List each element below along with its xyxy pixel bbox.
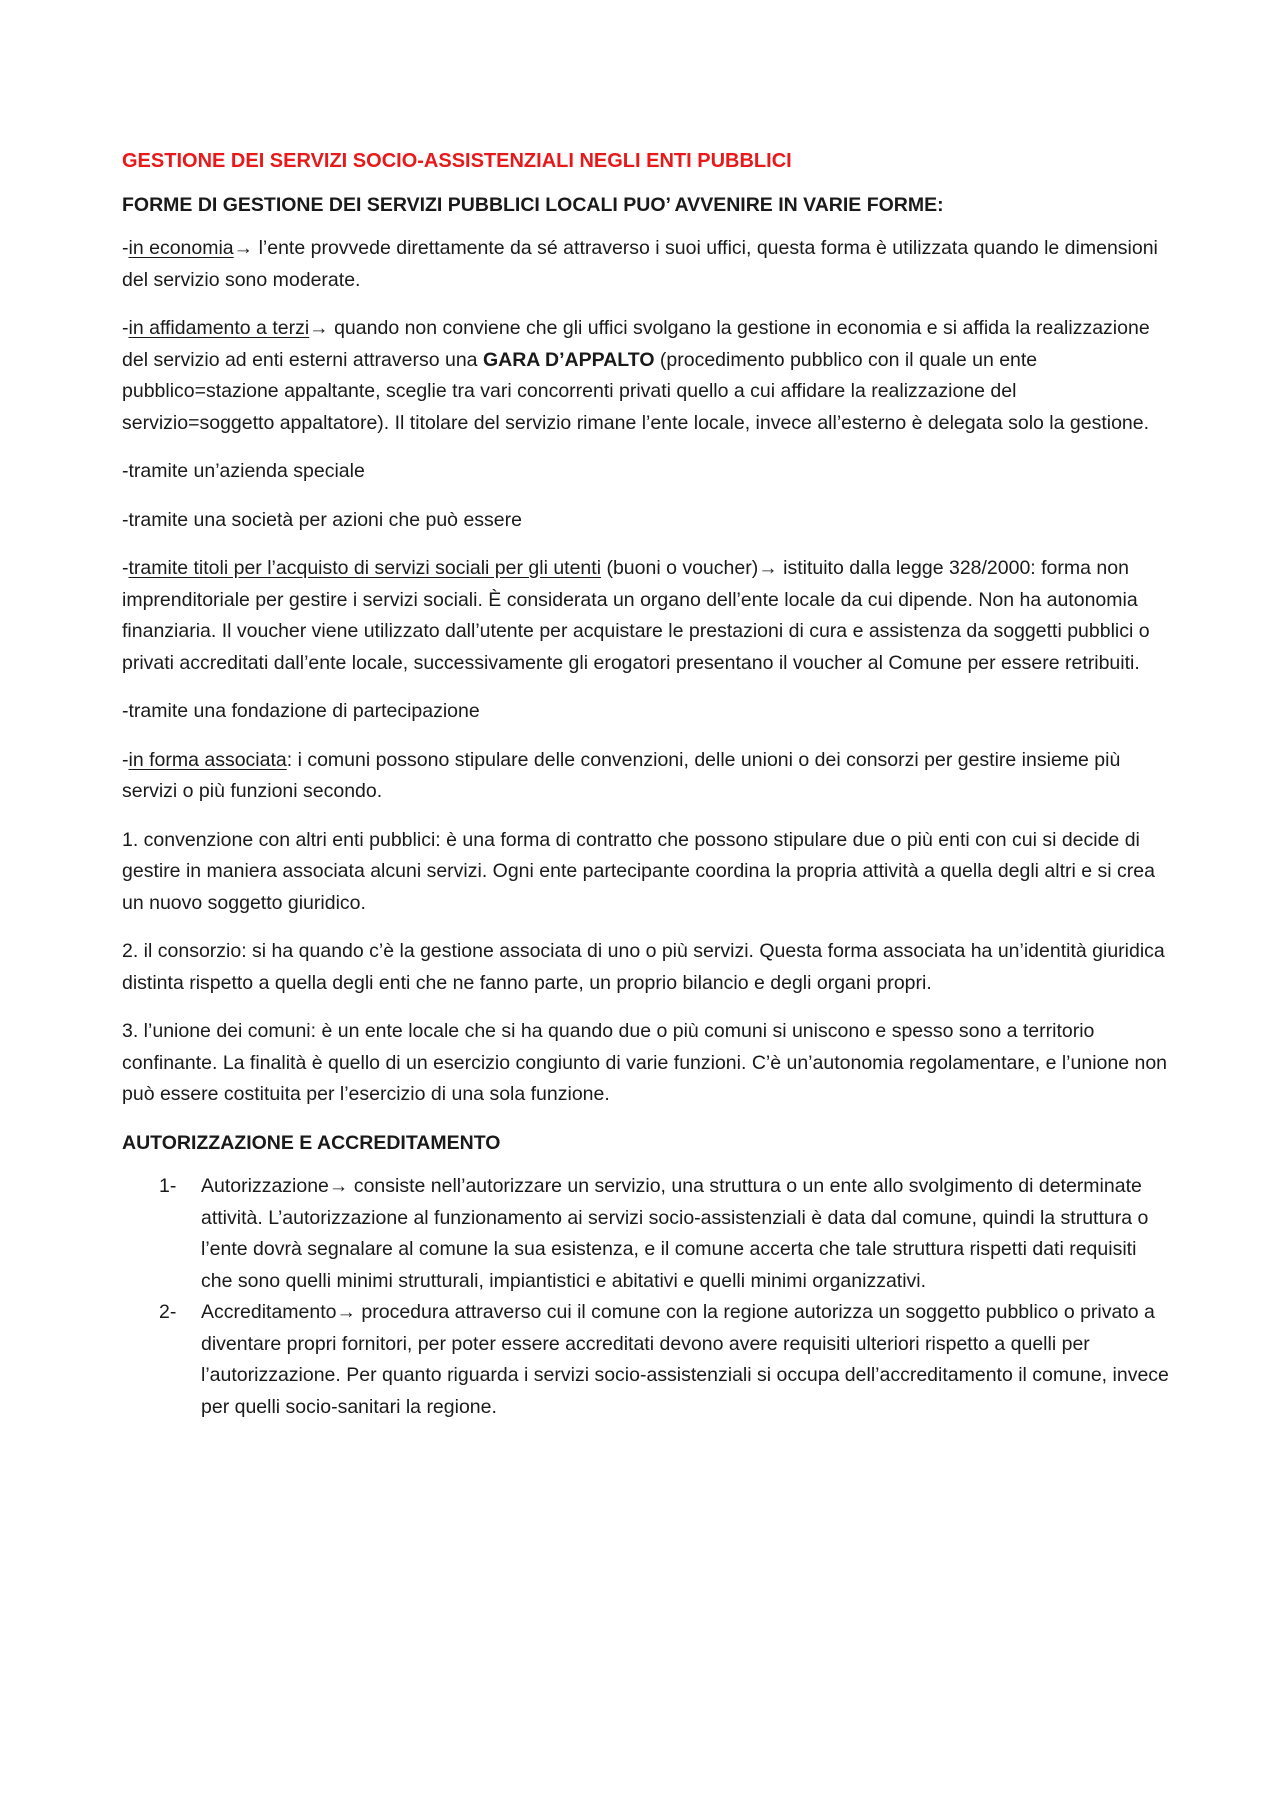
list-item-accreditamento [159,1297,1172,1423]
paragraph-affidamento [122,313,1172,439]
dash: - [122,557,129,579]
paragraph-forma-associata [122,745,1172,808]
term-forma-associata: in forma associata [128,748,287,771]
dash: - [122,317,129,339]
list-marker: 1- [159,1175,177,1197]
term-affidamento-a-terzi: in affidamento a terzi [128,317,310,339]
paragraph-consorzio: 2. il consorzio: si ha quando c’è la gestione associata di uno o più servizi. Questa forma associata ha un’identità giuridica distinta rispetto a quella degli enti che ne fanno parte, un proprio bilancio e degli organi propri. [122,940,1165,994]
list-item-autorizzazione [159,1171,1172,1297]
arrow-icon: → [309,317,329,339]
arrow-icon: → [233,237,254,259]
paragraph-azienda-speciale: -tramite un’azienda speciale [122,460,365,482]
section-heading-autorizzazione: AUTORIZZAZIONE E ACCREDITAMENTO [122,1131,501,1154]
term-in-economia: in economia [128,237,234,259]
paragraph-text: : i comuni possono stipulare delle convenzioni, delle unioni o dei consorzi per gestire insieme più servizi o più funzioni secondo. [122,748,1121,802]
term-accreditamento: Accreditamento [201,1301,337,1323]
paragraph-text: l’ente provvede direttamente da sé attraverso i suoi uffici, questa forma è utilizzata quando le dimensioni del servizio sono moderate. [122,237,1158,291]
document-page [122,146,1172,1423]
term-titoli-acquisto: tramite titoli per l’acquisto di servizi sociali per gli utenti [128,557,602,579]
paragraph-fondazione: -tramite una fondazione di partecipazione [122,700,480,722]
term-autorizzazione: Autorizzazione [201,1175,329,1197]
paragraph-text: quando non conviene che gli uffici svolgano la gestione in economia e si affida la realizzazione del servizio ad enti esterni attraverso una [122,317,1150,371]
arrow-icon: → [758,557,778,579]
term-gara-appalto: GARA D’APPALTO [482,348,655,371]
paragraph-text: (buoni o voucher) [601,557,759,579]
list-item-text: consiste nell’autorizzare un servizio, una struttura o un ente allo svolgimento di determinate attività. L’autorizzazione al funzionamento ai servizi socio-assistenziali è data dal comune, quindi la struttura o l’ente dovrà segnalare al comune la sua esistenza, e il comune accerta che tale struttura rispetti dati requisiti che sono quelli minimi strutturali, impiantistici e abitativi e quelli minimi organizzativi. [201,1175,1149,1292]
list-marker: 2- [159,1301,177,1323]
numbered-list [122,1171,1172,1423]
paragraph-in-economia [122,233,1172,296]
arrow-icon: → [336,1301,356,1323]
section-heading-forme: FORME DI GESTIONE DEI SERVIZI PUBBLICI LOCALI PUO’ AVVENIRE IN VARIE FORME: [122,193,944,216]
document-title: GESTIONE DEI SERVIZI SOCIO-ASSISTENZIALI NEGLI ENTI PUBBLICI [122,150,792,172]
paragraph-societa-per-azioni: -tramite una società per azioni che può essere [122,508,522,531]
paragraph-titoli-voucher [122,553,1172,679]
paragraph-text: (procedimento pubblico con il quale un ente pubblico=stazione appaltante, sceglie tra vari concorrenti privati quello a cui affidare la realizzazione del servizio=soggetto appaltatore). Il titolare del servizio rimane l’ente locale, invece all’esterno è delegata solo la gestione. [122,348,1150,434]
paragraph-text: istituito dalla legge 328/2000: forma non imprenditoriale per gestire i servizi sociali. È considerata un organo dell’ente locale da cui dipende. Non ha autonomia finanziaria. Il voucher viene utilizzato dall’utente per acquistare le prestazioni di cura e assistenza da soggetti pubblici o privati accreditati dall’ente locale, successivamente gli erogatori presentano il voucher al Comune per essere retribuiti. [122,557,1150,674]
paragraph-convenzione: 1. convenzione con altri enti pubblici: è una forma di contratto che possono stipulare due o più enti con cui si decide di gestire in maniera associata alcuni servizi. Ogni ente partecipante coordina la propria attività a quella degli altri e si crea un nuovo soggetto giuridico. [122,828,1155,914]
arrow-icon: → [328,1175,349,1197]
dash: - [122,237,129,259]
list-item-text: procedura attraverso cui il comune con la regione autorizza un soggetto pubblico o privato a diventare propri fornitori, per poter essere accreditati devono avere requisiti ulteriori rispetto a quelli per l’autorizzazione. Per quanto riguarda i servizi socio-assistenziali si occupa dell’accreditamento il comune, invece per quelli socio-sanitari la regione. [201,1301,1169,1418]
paragraph-unione-comuni: 3. l’unione dei comuni: è un ente locale che si ha quando due o più comuni si uniscono e spesso sono a territorio confinante. La finalità è quello di un esercizio congiunto di varie funzioni. C’è un’autonomia regolamentare, e l’unione non può essere costituita per l’esercizio di una sola funzione. [122,1020,1168,1105]
dash: - [122,748,129,771]
